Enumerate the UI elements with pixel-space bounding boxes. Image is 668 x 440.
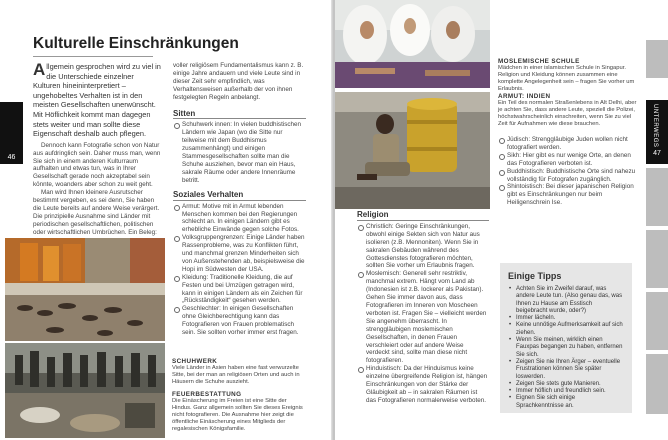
photo-shoes (5, 238, 165, 341)
tip-item: • Immer lächeln. (508, 315, 624, 322)
tip-item: • Achten Sie im Zweifel darauf, was andere Leute tun. (Also genau das, was Ihnen zu Hause am Esstisch beigebracht wurde, oder?) (508, 286, 624, 315)
right-page (335, 0, 668, 440)
side-tab-active[interactable] (646, 100, 668, 164)
caption-shoes (172, 358, 307, 386)
page-number-left: 46 (7, 154, 16, 161)
side-tab[interactable] (646, 40, 668, 78)
left-page (0, 0, 333, 440)
list-item: Armut: Motive mit in Armut lebenden Menschen kommen bei den Regierungen schlecht an. In einigen Ländern gibt es erhebliche Einwände gegen solche Fotos. (173, 203, 306, 235)
caption-text: Ein Teil des normalen Straßenlebens in Alt Delhi, aber je achten Sie, dass andere Leute, speziell die Polizei, höchstwahrscheinlich einschreiten, wenn Sie zu viel Zeit für Aufnahmen wie diese brauchen. (498, 100, 637, 127)
side-tab-label: UNTERWEGS (652, 104, 658, 148)
title-rule (33, 56, 153, 57)
religion-list-continued (498, 136, 638, 207)
list-item: Jüdisch: Strenggläubige Juden wollen nicht fotografiert werden. (498, 136, 638, 152)
photo-islamic-school (335, 0, 490, 88)
caption-text: Mädchen in einer islamischen Schule in Singapur. Religion und Kleidung können zusammen eine komplette Angelegenheit sein – fragen Sie vorher um Erlaubnis. (498, 65, 635, 92)
tip-item: • Zeigen Sie nie Ihren Ärger – eventuelle Frustrationen können Sie später loswerden. (508, 359, 624, 381)
page-title: Kulturelle Einschränkungen (33, 35, 239, 52)
column-one (33, 62, 161, 237)
tip-item: • Wenn Sie meinen, wirklich einen Fauxpas begangen zu haben, entfernen Sie sich. (508, 337, 624, 359)
photo-cremation (5, 343, 165, 438)
side-tab[interactable] (646, 168, 668, 226)
caption-heading: MOSLEMISCHE SCHULE (498, 58, 580, 65)
intro-paragraph (33, 62, 161, 139)
col2-intro: voller religiösem Fundamentalismus kann z. B. einige Jahre andauern und viele Leute sind in dieser Zeit sehr empfindlich, was Verhaltensweisen außerhalb der von ihnen festgelegten Regeln anbelangt. (173, 62, 304, 101)
drop-cap: A (33, 60, 46, 79)
list-item: Kleidung: Traditionelle Kleidung, die auf Festen und bei Umzügen getragen wird, kann in einigen Ländern als ein Zeichen für „Rückständigkeit“ gesehen werden. (173, 274, 306, 306)
caption-heading: SCHUHWERK (172, 358, 218, 365)
section-heading-soziales: Soziales Verhalten (173, 191, 306, 201)
caption-cremation (172, 391, 307, 433)
intro-text: llgemein gesprochen wird zu viel in die Unterschiede einzelner Kulturen hineininterpretiert – ungehobeltes Verhalten ist in den meisten Gesellschaften unerwünscht. Mit Höflichkeit kommt man dagegen stets weiter und man sollte diese Eigenschaft deshalb auch pflegen. (33, 62, 161, 139)
list-item: Moslemisch: Generell sehr restriktiv, manchmal extrem. Hängt vom Land ab (Indonesien ist z.B. lockerer als Pakistan). Gehen Sie immer davon aus, dass Fotografieren im Inneren von Moscheen verboten ist. Fragen Sie – vielleicht werden Sie angenehm überrascht. In strenggläubigen moslemischen Gesellschaften, in denen Frauen verschleiert oder auf andere Weise verdeckt sind, sollte man diese nicht fotografieren. (357, 270, 489, 365)
religion-section (357, 208, 489, 405)
list-item: Shintoistisch: Bei dieser japanischen Religion gibt es Einschränkungen nur beim Heiligenschrein Ise. (498, 183, 638, 207)
list-item: Schuhwerk innen: In vielen buddhistischen Ländern wie Japan (wo die Sitte nur teilweise mit dem Buddhismus zusammenhängt) und einigen Stammesgesellschaften sollte man die Schuhe ausziehen, bevor man ein Haus, sakrale Räume oder andere Innenräume betritt. (173, 121, 306, 184)
tips-box (500, 263, 632, 413)
list-item: Hinduistisch: Da der Hinduismus keine einzelne übergreifende Religion ist, hängen Einschränkungen von der Stärke der Gläubigkeit ab – in sakralen Räumen ist das Fotografieren normalerweise verboten. (357, 365, 489, 405)
caption-heading: FEUERBESTATTUNG (172, 391, 242, 398)
body-paragraph: Dennoch kann Fotografie schon von Natur aus aufdringlich sein. Daher muss man, wenn Sie sich in einem anderen Kulturraum aufhalten und etwas tun, was in Ihrer Gesellschaft gerade noch akzeptabel sein könnte, woanders aber schon zu weit geht. (33, 141, 161, 189)
page-number-right: 47 (653, 150, 661, 157)
tip-item: • Immer höflich und freundlich sein. (508, 388, 624, 395)
list-item: Christlich: Geringe Einschränkungen, obwohl einige Sekten sich von Natur aus isolieren (z.B. Mennoniten). Wenn Sie in sakralen Gebäuden während des Gottesdienstes fotografieren möchten, sollten Sie vorher um Erlaubnis fragen. (357, 223, 489, 270)
caption-text: Viele Länder in Asien haben eine fast verwurzelte Sitte, bei der man an religiösen Orten und auch in Häusern die Schuhe auszieht. (172, 365, 300, 385)
section-heading-religion: Religion (357, 211, 489, 221)
section-tabs-right (646, 40, 668, 440)
caption-poverty (498, 93, 638, 128)
caption-islamic-school (498, 58, 638, 93)
tip-item: • Eignen Sie sich einige Sprachkenntnisse an. (508, 395, 624, 410)
tips-title: Einige Tipps (508, 271, 562, 281)
caption-heading: ARMUT: INDIEN (498, 93, 551, 100)
tip-item: • Keine unnötige Aufmerksamkeit auf sich ziehen. (508, 322, 624, 337)
tip-item: • Zeigen Sie stets gute Manieren. (508, 381, 624, 388)
column-two (173, 62, 306, 337)
section-heading-sitten: Sitten (173, 110, 306, 120)
side-tab[interactable] (646, 292, 668, 350)
body-paragraph: Man wird Ihnen kleinere Ausrutscher bestimmt vergeben, es sei denn, Sie haben die Leute bereits auf andere Weise verärgert. Die prinzipielle Ausnahme sind Länder mit periodischen gesellschaftlichen, politischen oder wirtschaftlichen Umbrüchen. Ein Beleg: (33, 189, 160, 236)
list-item: Volksgruppengrenzen: Einige Länder haben Rassenprobleme, was zu Konflikten führt, und manchmal grenzen Minderheiten sich von Außenstehenden ab, beispielsweise die Hopi im Südwesten der USA. (173, 234, 306, 274)
list-item: Geschlechter: In einigen Gesellschaften ohne Gleichberechtigung kann das Fotografieren von Frauen problematisch sein. Sie sollten vorher immer erst fragen. (173, 305, 306, 337)
photo-poverty-india (335, 92, 490, 209)
caption-text: Die Einäscherung im Freien ist eine Sitte der Hindus. Ganz allgemein sollten Sie dieses Ereignis nicht fotografieren. Die Ausnahme hier zeigt die öffentliche Einäscherung eines Mitglieds der regalesischen Königsfamilie. (172, 398, 303, 432)
side-tab[interactable] (646, 230, 668, 288)
side-tab[interactable] (646, 354, 668, 414)
list-item: Sikh: Hier gibt es nur wenige Orte, an denen das Fotografieren verboten ist. (498, 152, 638, 168)
list-item: Buddhistisch: Buddhistische Orte sind nahezu vollständig für Fotografen zugänglich. (498, 168, 638, 184)
